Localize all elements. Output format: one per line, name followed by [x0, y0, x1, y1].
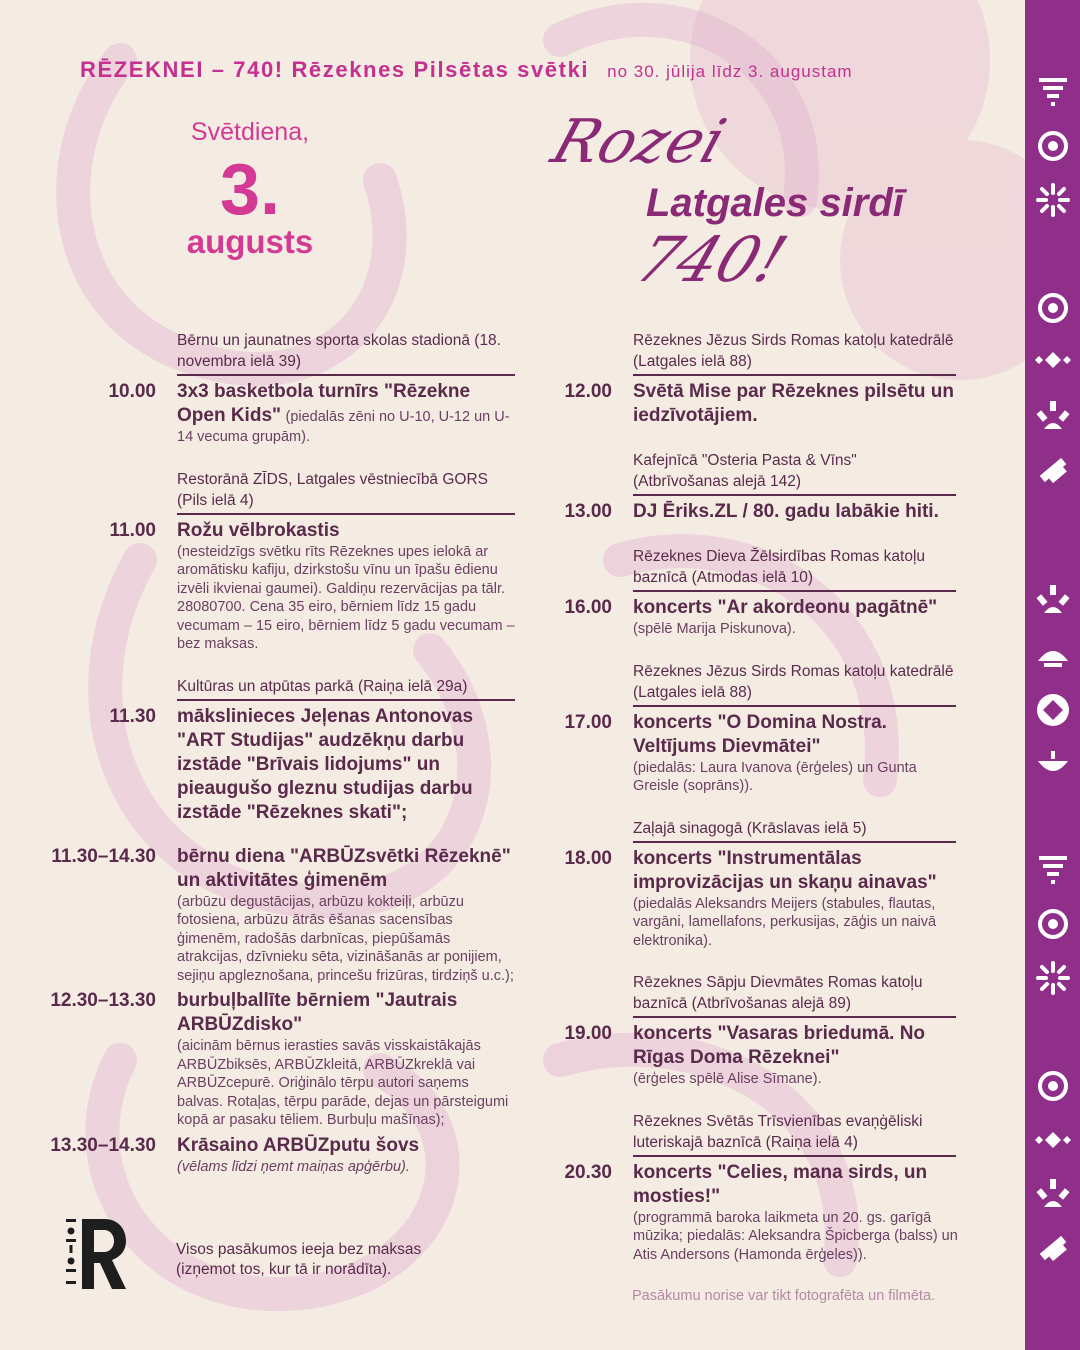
event-title: koncerts "Ar akordeonu pagātnē": [633, 597, 938, 618]
venue-label: Rēzeknes Dieva Žēlsirdības Romas katoļu baznīcā (Atmodas ielā 10): [633, 546, 956, 592]
program-event: [40, 1134, 515, 1177]
program-event: [560, 847, 960, 951]
diagonal-ornament-icon: [1025, 450, 1080, 490]
program-event: [40, 519, 515, 654]
program-event: [40, 845, 515, 986]
venue-label: Zaļajā sinagogā (Krāslavas ielā 5): [633, 818, 956, 843]
event-title: burbuļballīte bērniem "Jautrais ARBŪZdisko": [177, 990, 458, 1035]
header-dates: no 30. jūlija līdz 3. augustam: [607, 62, 853, 81]
star-ornament-icon: [1025, 958, 1080, 998]
program-event: [40, 380, 515, 447]
event-note: (piedalās Aleksandrs Meijers (stabules, flautas, vargāni, lamellafons, perkusijas, zāģis un naivā elektronika).: [633, 895, 937, 949]
event-title: Krāsaino ARBŪZputu šovs: [177, 1134, 420, 1156]
venue-label: Kultūras un atpūtas parkā (Raiņa ielā 29a): [177, 676, 515, 701]
event-title: Svētā Mise par Rēzeknes pilsētu un iedzīvotājiem.: [633, 381, 955, 426]
date-block: [150, 118, 350, 261]
slogan-line-3: 740!: [626, 223, 797, 296]
program-event: [40, 705, 515, 825]
event-time: 11.30–14.30: [51, 845, 156, 867]
program-event: [560, 711, 960, 796]
program-event: [40, 989, 515, 1130]
venue-label: Kafejnīcā "Osteria Pasta & Vīns" (Atbrīvošanas alejā 142): [633, 450, 956, 496]
event-time: 10.00: [108, 381, 156, 402]
event-note: (programmā baroka laikmeta un 20. gs. garīgā mūzika; piedalās: Aleksandra Špicberga (balss) un Atis Andersons (Hamonda ērģeles)).: [633, 1209, 958, 1263]
bowl-ornament-icon: [1025, 744, 1080, 784]
event-time: 12.30–13.30: [50, 990, 156, 1011]
circle-ornament-icon: [1025, 288, 1080, 328]
slogan: [543, 105, 980, 305]
fan-ornament-icon: [1025, 580, 1080, 620]
event-note: (piedalās zēni no U-10, U-12 un U-14 vecuma grupām).: [177, 409, 510, 445]
star-ornament-icon: [1025, 180, 1080, 220]
diamond-ornament-icon: [1025, 1120, 1080, 1160]
event-title: koncerts "Instrumentālas improvizācijas un skaņu ainavas": [633, 847, 937, 893]
right-program-column: [560, 330, 960, 1264]
funnel-ornament-icon: [1025, 72, 1080, 112]
event-title: koncerts "Vasaras briedumā. No Rīgas Doma Rēzeknei": [633, 1023, 926, 1068]
event-time: 11.30: [109, 705, 156, 727]
diamond-ornament-icon: [1025, 340, 1080, 380]
venue-label: Restorānā ZĪDS, Latgales vēstniecībā GORS (Pils ielā 4): [177, 469, 515, 515]
event-time: 13.30–14.30: [50, 1134, 156, 1156]
event-time: 11.00: [109, 519, 156, 541]
venue-label: Bērnu un jaunatnes sporta skolas stadionā (18. novembra ielā 39): [177, 330, 515, 376]
diagonal-ornament-icon: [1025, 1228, 1080, 1268]
free-entry-note: Visos pasākumos ieeja bez maksas (izņemot tos, kur tā ir norādīta).: [176, 1241, 422, 1278]
event-title: Rožu vēlbrokastis: [177, 519, 340, 541]
event-note: (spēlē Marija Piskunova).: [633, 621, 796, 637]
circle-ornament-icon: [1025, 126, 1080, 166]
event-time: 18.00: [564, 847, 612, 869]
event-note: (aicinām bērnus ierasties savās visskaistākajās ARBŪZbiksēs, ARBŪZkleitā, ARBŪZkreklā vai ARBŪZcepurē. Oriģinālo tērpu autori saņems balvas. Rotaļas, tērpu parāde, dejas un pārsteigumi kopā ar pasaku tēliem. Burbuļu mašīnas);: [177, 1038, 509, 1128]
fan-ornament-icon: [1025, 1174, 1080, 1214]
program-event: [560, 380, 960, 428]
event-time: 12.00: [564, 381, 612, 402]
event-time: 20.30: [564, 1161, 612, 1183]
photo-notice: Pasākumu norise var tikt fotografēta un filmēta.: [632, 1288, 936, 1304]
funnel-ornament-icon: [1025, 850, 1080, 890]
event-title: 3x3 basketbola turnīrs "Rēzekne Open Kids": [177, 381, 471, 426]
slogan-line-1: Rozei: [543, 107, 734, 177]
program-event: [560, 596, 960, 639]
event-note: (ērģeles spēlē Alise Sīmane).: [633, 1071, 822, 1087]
event-title: mākslinieces Jeļenas Antonovas "ART Studijas" audzēkņu darbu izstāde "Brīvais lidojums" un pieaugušo gleznu studijas darbu izstāde "Rēzeknes skati";: [177, 705, 474, 823]
venue-label: Rēzeknes Svētās Trīsvienības evaņģēliski luteriskajā baznīcā (Raiņa ielā 4): [633, 1111, 956, 1157]
event-title: koncerts "Celies, mana sirds, un mosties!": [633, 1161, 928, 1207]
left-program-column: [40, 330, 515, 1176]
slogan-line-2: Latgales sirdī: [646, 181, 904, 225]
event-title: bērnu diena "ARBŪZsvētki Rēzeknē" un aktivitātes ģimenēm: [177, 845, 511, 891]
ornament-sidebar: [1025, 0, 1080, 1350]
date-day: 3.: [219, 150, 281, 230]
program-event: [560, 1022, 960, 1089]
circle-ornament-icon: [1025, 904, 1080, 944]
event-title: koncerts "O Domina Nostra. Veltījums Dievmātei": [633, 711, 887, 757]
event-title: DJ Ēriks.ZL / 80. gadu labākie hiti.: [633, 501, 939, 522]
event-note: (vēlams līdzi ņemt maiņas apģērbu).: [177, 1158, 410, 1175]
event-time: 17.00: [564, 711, 612, 733]
program-event: [560, 500, 960, 524]
program-event: [560, 1161, 960, 1265]
rezekne-logo-icon: [64, 1215, 128, 1291]
header: [80, 57, 853, 83]
event-note: (arbūzu degustācijas, arbūzu kokteiļi, arbūzu fotosiena, arbūzu ātrās ēšanas sacensības ģimenēm, radošās darbnīcas, piepūšamās atrakcijas, dzīvnieku sēta, vizināšanās ar ponijiem, sejiņu apgleznošana, princešu frizūras, tirdziņš u.c.);: [177, 893, 514, 984]
event-note: (piedalās: Laura Ivanova (ērģeles) un Gunta Greisle (soprāns)).: [633, 759, 917, 794]
venue-label: Rēzeknes Jēzus Sirds Romas katoļu katedrālē (Latgales ielā 88): [633, 330, 956, 376]
venue-label: Rēzeknes Jēzus Sirds Romas katoļu katedrālē (Latgales ielā 88): [633, 661, 956, 707]
venue-label: Rēzeknes Sāpju Dievmātes Romas katoļu baznīcā (Atbrīvošanas alejā 89): [633, 972, 956, 1018]
circle-ornament-icon: [1025, 1066, 1080, 1106]
header-title: RĒZEKNEI – 740! Rēzeknes Pilsētas svētki: [80, 57, 590, 82]
event-time: 19.00: [564, 1023, 612, 1044]
fan-ornament-icon: [1025, 396, 1080, 436]
flower-ornament-icon: [1025, 690, 1080, 730]
date-month: augusts: [186, 223, 314, 260]
event-note: (nesteidzīgs svētku rīts Rēzeknes upes ielokā ar aromātisku kafiju, dzirkstošu vīnu un īpašu ēdienu izvēli ikvienai gaumei). Galdiņu rezervācijas pa tālr. 28080700. Cena 35 eiro, bērniem līdz 15 gadu vecumam – 15 eiro, bērniem līdz 5 gadu vecumam – bez maksas.: [177, 543, 515, 652]
event-time: 13.00: [564, 501, 612, 522]
date-weekday: Svētdiena,: [190, 118, 310, 146]
crown-ornament-icon: [1025, 636, 1080, 676]
event-time: 16.00: [564, 597, 612, 618]
